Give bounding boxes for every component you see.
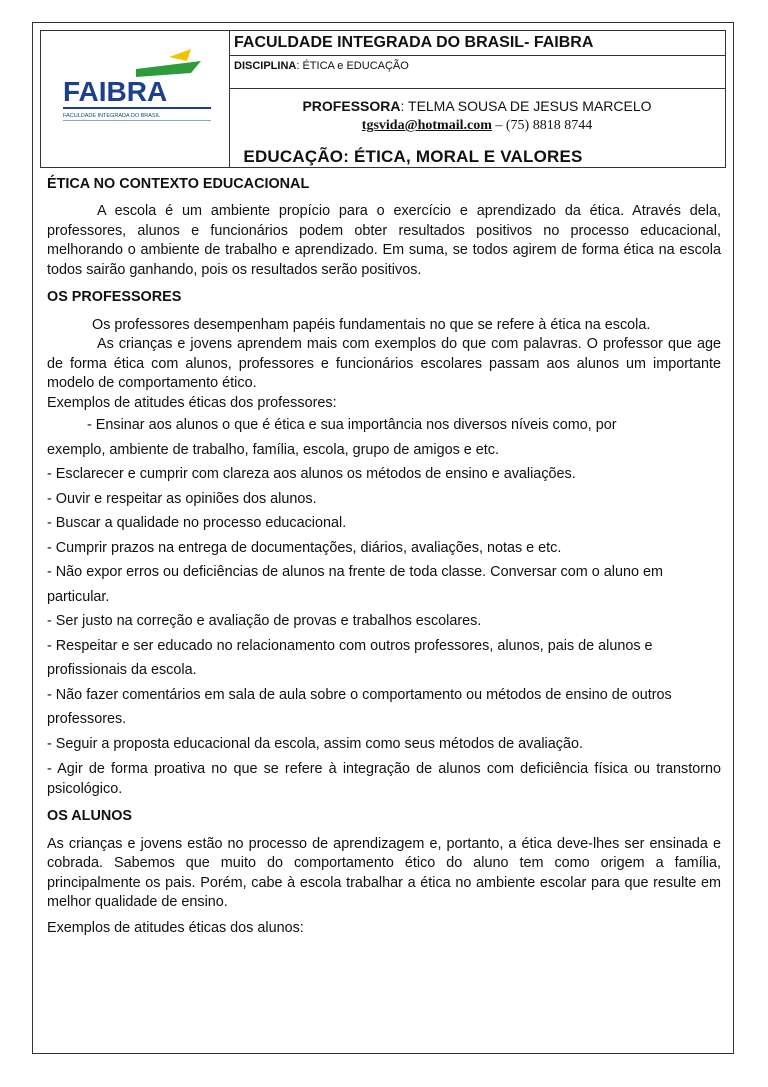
list-item: particular. — [47, 588, 110, 605]
list-item: - Seguir a proposta educacional da escola, assim como seus métodos de avaliação. — [47, 735, 583, 752]
list-item: - Não fazer comentários em sala de aula sobre o comportamento ou métodos de ensino de outros — [47, 686, 672, 703]
teacher-label: PROFESSORA — [302, 98, 401, 114]
section-heading-etica: ÉTICA NO CONTEXTO EDUCACIONAL — [47, 175, 310, 192]
list-item: - Ser justo na correção e avaliação de provas e trabalhos escolares. — [47, 613, 482, 629]
document-page — [32, 22, 734, 1054]
list-item: - Não expor erros ou deficiências de alunos na frente de toda classe. Conversar com o aluno em — [47, 564, 663, 580]
professores-paragraph-2: As crianças e jovens aprendem mais com exemplos do que com palavras. O professor que age de forma ética com alunos, professores e funcionários escolares passam aos alunos um importante modelo de comportamento ético. — [47, 336, 721, 391]
email-link[interactable]: tgsvida@hotmail.com — [361, 118, 492, 133]
document-body — [47, 147, 721, 938]
logo-text: FAIBRA — [63, 76, 168, 107]
institution-name: FACULDADE INTEGRADA DO BRASIL- FAIBRA — [229, 31, 725, 56]
list-item: - Respeitar e ser educado no relacionamento com outros professores, alunos, pais de alunos e — [47, 637, 653, 654]
professores-paragraph-1: Os professores desempenham papéis fundamentais no que se refere à ética na escola. — [92, 316, 651, 333]
discipline-value: : ÉTICA e EDUCAÇÃO — [296, 60, 409, 72]
list-item: - Cumprir prazos na entrega de documentações, diários, avaliações, notas e etc. — [47, 539, 562, 556]
list-item: - Ensinar aos alunos o que é ética e sua importância nos diversos níveis como, por — [87, 417, 617, 433]
logo-subtext: FACULDADE INTEGRADA DO BRASIL — [63, 113, 161, 119]
discipline-row — [229, 56, 725, 89]
phone-number: – (75) 8818 8744 — [491, 118, 593, 133]
list-item: exemplo, ambiente de trabalho, família, escola, grupo de amigos e etc. — [47, 441, 499, 458]
professores-last-item: - Agir de forma proativa no que se refere à integração de alunos com deficiência física ou transtorno psicológico. — [47, 761, 721, 797]
list-item: - Ouvir e respeitar as opiniões dos alunos. — [47, 490, 317, 507]
page-title: EDUCAÇÃO: ÉTICA, MORAL E VALORES — [243, 147, 583, 166]
alunos-examples-label: Exemplos de atitudes éticas dos alunos: — [47, 919, 304, 936]
teacher-row — [229, 89, 725, 135]
alunos-paragraph: As crianças e jovens estão no processo de aprendizagem e, portanto, a ética deve-lhes ser ensinada e cobrada. Sabemos que muito do comportamento ético do aluno tem como origem a família, principalmente os pais. Porém, cabe à escola trabalhar a ética no ambiente escolar para que resulte em melhor qualidade de ensino. — [47, 835, 721, 910]
list-item: profissionais da escola. — [47, 662, 197, 678]
section-heading-alunos: OS ALUNOS — [47, 808, 133, 824]
list-item: - Esclarecer e cumprir com clareza aos alunos os métodos de ensino e avaliações. — [47, 466, 576, 482]
professores-examples-label: Exemplos de atitudes éticas dos professores: — [47, 394, 337, 411]
list-item: professores. — [47, 711, 127, 727]
etica-paragraph: A escola é um ambiente propício para o exercício e aprendizado da ética. Através dela, professores, alunos e funcionários podem obter resultados positivos no processo educacional, melhorando o ambiente de trabalho e aprendizado. Em suma, se todos agirem de forma ética na escola todos sairão ganhando, pois os resultados serão positivos. — [47, 203, 721, 278]
section-heading-professores: OS PROFESSORES — [47, 289, 182, 305]
list-item: - Buscar a qualidade no processo educacional. — [47, 515, 347, 531]
teacher-value: : TELMA SOUSA DE JESUS MARCELO — [400, 98, 652, 114]
discipline-label: DISCIPLINA — [234, 60, 297, 72]
